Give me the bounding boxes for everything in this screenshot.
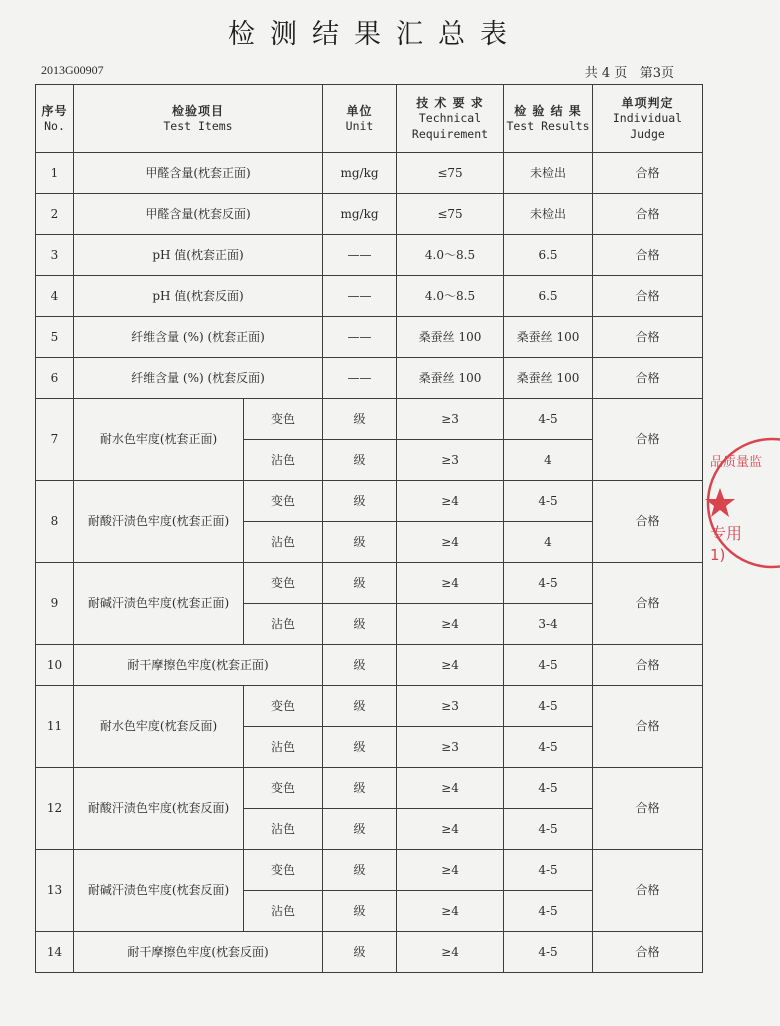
technical-requirement: 桑蚕丝 100	[397, 358, 504, 399]
technical-requirement: ≥4	[397, 563, 504, 604]
individual-judge: 合格	[593, 481, 703, 563]
table-row	[36, 686, 703, 727]
row-number: 12	[36, 768, 74, 850]
sub-item: 变色	[244, 563, 323, 604]
test-item: 耐碱汗渍色牢度(枕套反面)	[74, 850, 244, 932]
technical-requirement: ≥4	[397, 850, 504, 891]
unit: 级	[323, 891, 397, 932]
sub-item: 变色	[244, 399, 323, 440]
test-result: 4-5	[504, 399, 593, 440]
test-result: 4-5	[504, 481, 593, 522]
row-number: 8	[36, 481, 74, 563]
individual-judge: 合格	[593, 317, 703, 358]
row-number: 14	[36, 932, 74, 973]
row-number: 7	[36, 399, 74, 481]
test-result: 桑蚕丝 100	[504, 358, 593, 399]
technical-requirement: ≥3	[397, 440, 504, 481]
individual-judge: 合格	[593, 563, 703, 645]
individual-judge: 合格	[593, 686, 703, 768]
page-title: 检测结果汇总表	[228, 19, 522, 50]
unit: mg/kg	[323, 153, 397, 194]
individual-judge: 合格	[593, 399, 703, 481]
individual-judge: 合格	[593, 194, 703, 235]
technical-requirement: ≥4	[397, 604, 504, 645]
individual-judge: 合格	[593, 768, 703, 850]
table-row	[36, 317, 703, 358]
technical-requirement: ≥3	[397, 727, 504, 768]
results-table	[35, 84, 703, 973]
row-number: 6	[36, 358, 74, 399]
sub-item: 沾色	[244, 522, 323, 563]
row-number: 2	[36, 194, 74, 235]
header-unit: 单位 Unit	[323, 85, 397, 153]
header-test-items: 检验项目 Test Items	[74, 85, 323, 153]
technical-requirement: ≥3	[397, 399, 504, 440]
header-individual-judge: 单项判定 Individual Judge	[593, 85, 703, 153]
table-row	[36, 932, 703, 973]
test-result: 3-4	[504, 604, 593, 645]
technical-requirement: 桑蚕丝 100	[397, 317, 504, 358]
test-item: 纤维含量 (%) (枕套正面)	[74, 317, 323, 358]
document-number: 2013G00907	[41, 63, 104, 77]
technical-requirement: ≥4	[397, 645, 504, 686]
unit: ——	[323, 358, 397, 399]
test-result: 4-5	[504, 809, 593, 850]
header-no: 序号 No.	[36, 85, 74, 153]
test-result: 桑蚕丝 100	[504, 317, 593, 358]
technical-requirement: ≥4	[397, 481, 504, 522]
sub-item: 变色	[244, 686, 323, 727]
table-row	[36, 850, 703, 891]
row-number: 9	[36, 563, 74, 645]
test-item: 耐水色牢度(枕套反面)	[74, 686, 244, 768]
unit: 级	[323, 645, 397, 686]
individual-judge: 合格	[593, 153, 703, 194]
test-result: 未检出	[504, 153, 593, 194]
sub-item: 变色	[244, 850, 323, 891]
individual-judge: 合格	[593, 276, 703, 317]
test-item: 甲醛含量(枕套正面)	[74, 153, 323, 194]
test-result: 4-5	[504, 686, 593, 727]
technical-requirement: ≥4	[397, 768, 504, 809]
table-row	[36, 768, 703, 809]
test-result: 4	[504, 522, 593, 563]
technical-requirement: ≥4	[397, 809, 504, 850]
table-row	[36, 645, 703, 686]
sub-item: 沾色	[244, 891, 323, 932]
row-number: 11	[36, 686, 74, 768]
sub-item: 变色	[244, 768, 323, 809]
unit: ——	[323, 235, 397, 276]
unit: 级	[323, 522, 397, 563]
sub-item: 沾色	[244, 604, 323, 645]
individual-judge: 合格	[593, 235, 703, 276]
technical-requirement: ≥4	[397, 932, 504, 973]
table-header-row	[36, 85, 703, 153]
test-result: 4-5	[504, 891, 593, 932]
technical-requirement: 4.0～8.5	[397, 235, 504, 276]
sub-item: 变色	[244, 481, 323, 522]
technical-requirement: ≤75	[397, 194, 504, 235]
test-result: 4-5	[504, 727, 593, 768]
test-item: 纤维含量 (%) (枕套反面)	[74, 358, 323, 399]
test-result: 4-5	[504, 768, 593, 809]
table-row	[36, 235, 703, 276]
unit: mg/kg	[323, 194, 397, 235]
row-number: 3	[36, 235, 74, 276]
stamp-text-bottom: 专用	[710, 524, 743, 543]
test-item: 甲醛含量(枕套反面)	[74, 194, 323, 235]
unit: 级	[323, 768, 397, 809]
unit: ——	[323, 317, 397, 358]
row-number: 1	[36, 153, 74, 194]
technical-requirement: ≤75	[397, 153, 504, 194]
unit: 级	[323, 563, 397, 604]
table-row	[36, 358, 703, 399]
test-item: 耐干摩擦色牢度(枕套正面)	[74, 645, 323, 686]
stamp-text-mark: 1)	[710, 546, 726, 564]
test-item: pH 值(枕套反面)	[74, 276, 323, 317]
unit: 级	[323, 399, 397, 440]
technical-requirement: ≥3	[397, 686, 504, 727]
test-result: 6.5	[504, 235, 593, 276]
test-item: 耐干摩擦色牢度(枕套反面)	[74, 932, 323, 973]
row-number: 13	[36, 850, 74, 932]
table-row	[36, 563, 703, 604]
individual-judge: 合格	[593, 850, 703, 932]
test-item: 耐水色牢度(枕套正面)	[74, 399, 244, 481]
sub-item: 沾色	[244, 809, 323, 850]
sub-item: 沾色	[244, 440, 323, 481]
test-result: 4-5	[504, 932, 593, 973]
table-row	[36, 276, 703, 317]
page-info: 共 4 页 第3页	[584, 66, 674, 81]
unit: 级	[323, 440, 397, 481]
unit: 级	[323, 727, 397, 768]
test-item: pH 值(枕套正面)	[74, 235, 323, 276]
sub-item: 沾色	[244, 727, 323, 768]
test-result: 4-5	[504, 645, 593, 686]
row-number: 4	[36, 276, 74, 317]
table-row	[36, 399, 703, 440]
test-result: 未检出	[504, 194, 593, 235]
test-result: 4-5	[504, 850, 593, 891]
unit: 级	[323, 604, 397, 645]
technical-requirement: ≥4	[397, 891, 504, 932]
row-number: 10	[36, 645, 74, 686]
test-result: 6.5	[504, 276, 593, 317]
technical-requirement: 4.0～8.5	[397, 276, 504, 317]
stamp-text-top: 品质量监	[710, 455, 763, 470]
test-item: 耐酸汗渍色牢度(枕套反面)	[74, 768, 244, 850]
unit: 级	[323, 686, 397, 727]
technical-requirement: ≥4	[397, 522, 504, 563]
test-item: 耐碱汗渍色牢度(枕套正面)	[74, 563, 244, 645]
header-test-results: 检 验 结 果 Test Results	[504, 85, 593, 153]
test-result: 4	[504, 440, 593, 481]
unit: ——	[323, 276, 397, 317]
test-result: 4-5	[504, 563, 593, 604]
row-number: 5	[36, 317, 74, 358]
table-row	[36, 481, 703, 522]
table-row	[36, 194, 703, 235]
individual-judge: 合格	[593, 358, 703, 399]
table-row	[36, 153, 703, 194]
inspection-stamp	[700, 428, 780, 578]
unit: 级	[323, 481, 397, 522]
unit: 级	[323, 809, 397, 850]
individual-judge: 合格	[593, 645, 703, 686]
unit: 级	[323, 850, 397, 891]
header-technical-requirement: 技 术 要 求 Technical Requirement	[397, 85, 504, 153]
individual-judge: 合格	[593, 932, 703, 973]
test-item: 耐酸汗渍色牢度(枕套正面)	[74, 481, 244, 563]
unit: 级	[323, 932, 397, 973]
